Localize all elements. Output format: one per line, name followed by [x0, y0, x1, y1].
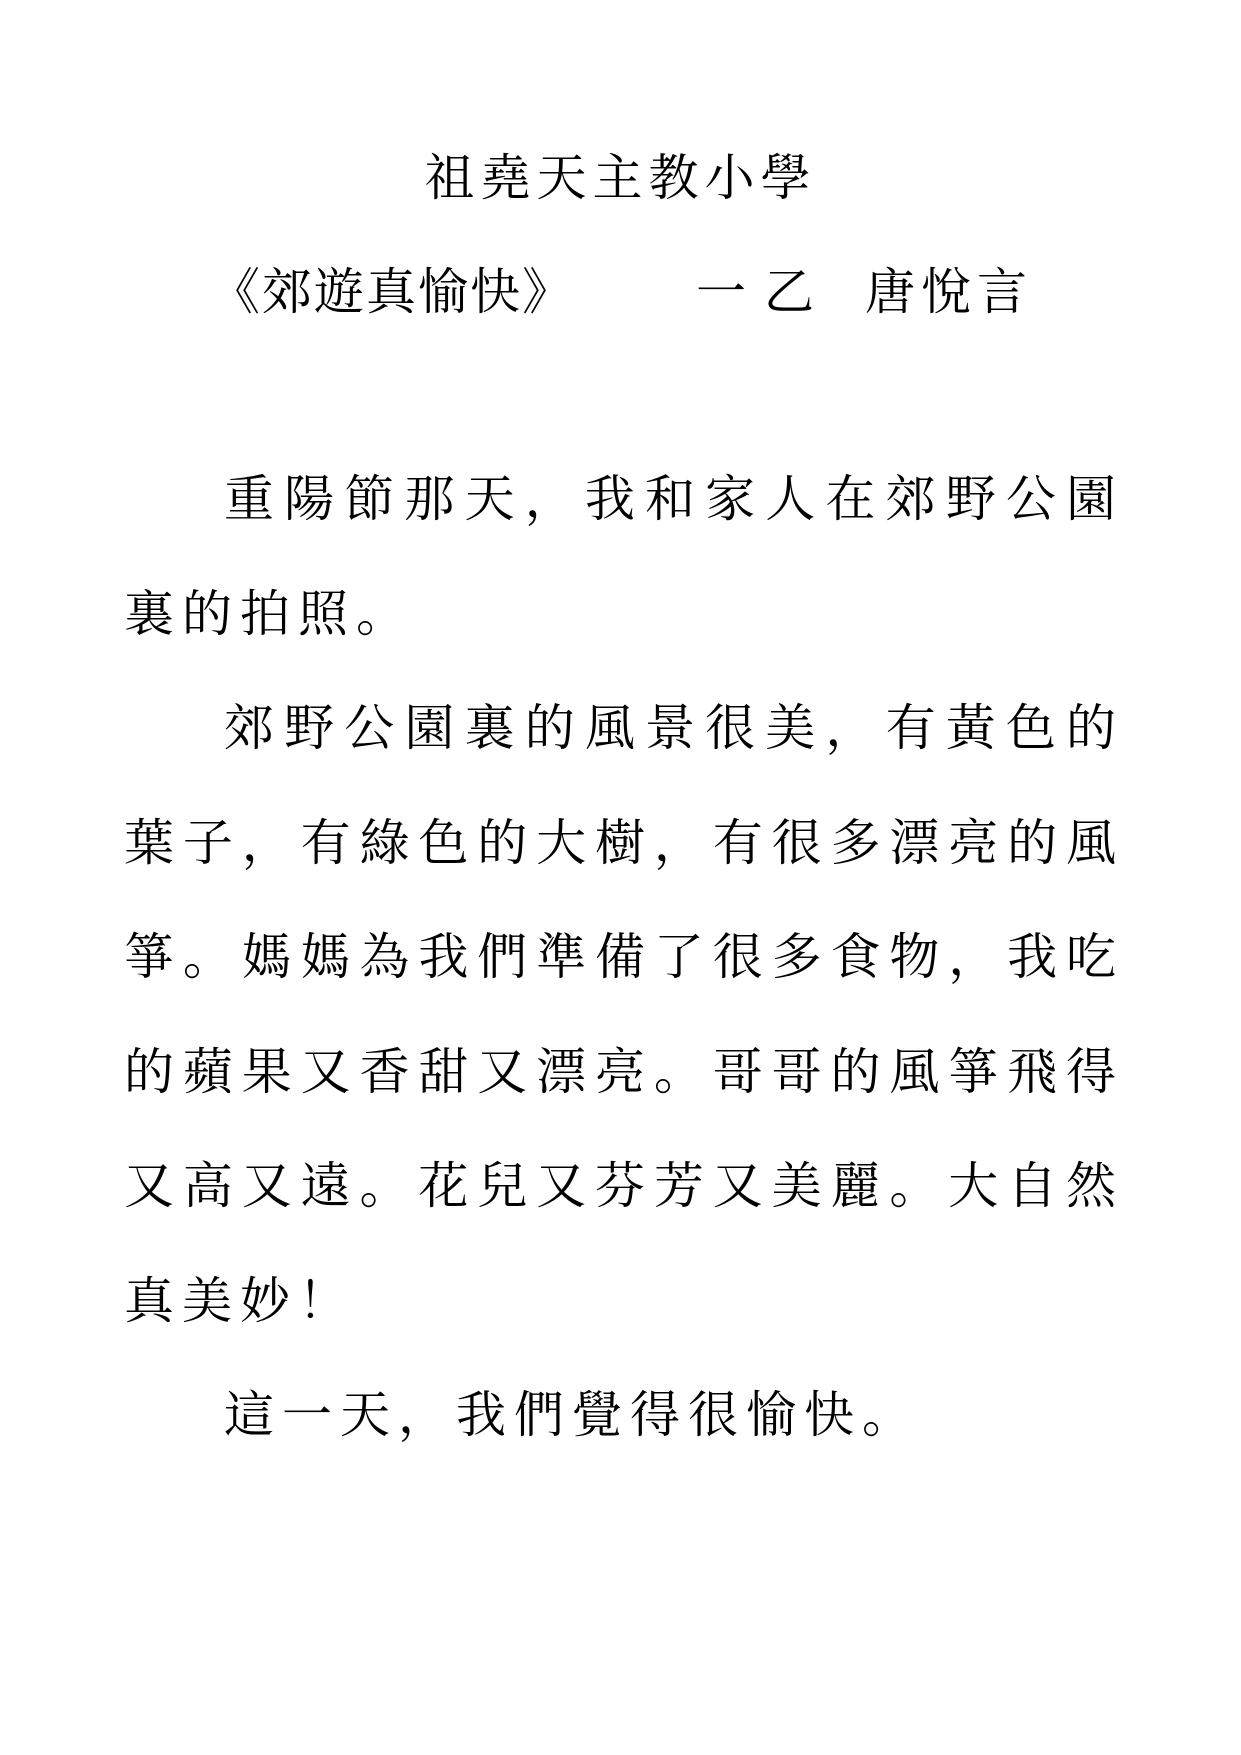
school-name: 祖堯天主教小學: [424, 149, 817, 207]
paragraph: 這一天，我們覺得很愉快。: [224, 1386, 920, 1444]
author-name: 唐悅言: [865, 263, 1033, 321]
paragraph: 重陽節那天，我和家人在郊野公園裏的拍照。: [124, 470, 1124, 643]
title-line: [210, 262, 1110, 322]
essay-body: [124, 442, 1124, 1473]
essay-title: 《郊遊真愉快》: [210, 263, 574, 321]
paragraph: 郊野公園裏的風景很美，有黃色的葉子，有綠色的大樹，有很多漂亮的風箏。媽媽為我們準備了很多食物，我吃的蘋果又香甜又漂亮。哥哥的風箏飛得又高又遠。花兒又芬芳又美麗。大自然真美妙！: [124, 699, 1124, 1330]
class-name: 一乙: [696, 263, 832, 321]
